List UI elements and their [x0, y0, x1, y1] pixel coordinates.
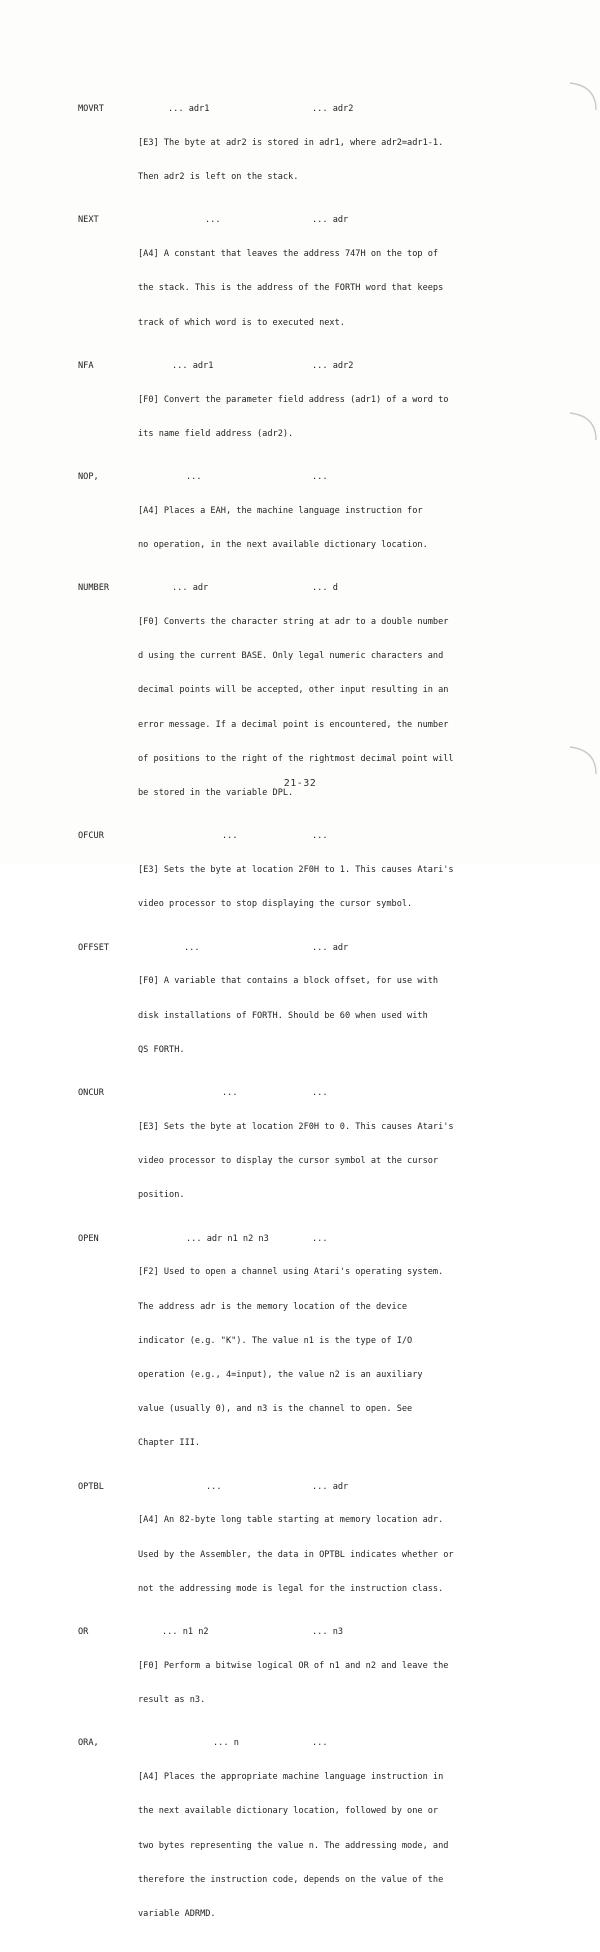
description-line: value (usually 0), and n3 is the channel to open. See — [138, 1404, 413, 1415]
description-line: [E3] Sets the byte at location 2F0H to 0. This causes Atari's — [138, 1121, 454, 1132]
stack-effect — [0, 1738, 600, 1749]
entry-description — [138, 1493, 510, 1618]
description-line: [F0] Perform a bitwise logical OR of n1 and n2 and leave the — [138, 1660, 449, 1671]
entry-term: OR — [78, 1627, 89, 1638]
description-line: d using the current BASE. Only legal numeric characters and — [138, 651, 444, 662]
stack-before: ... adr1 — [168, 104, 210, 114]
stack-before: ... — [205, 215, 221, 226]
description-line: [F0] Converts the character string at adr to a double number — [138, 617, 449, 628]
description-line: error message. If a decimal point is encountered, the number — [138, 719, 449, 730]
description-line: [A4] Places a EAH, the machine language instruction for — [138, 505, 423, 516]
stack-after: ... adr2 — [312, 360, 354, 371]
stack-after: ... — [312, 471, 328, 482]
stack-before: ... adr — [172, 583, 209, 594]
glossary-entries — [0, 104, 600, 1952]
entry-description — [138, 483, 510, 574]
stack-after: ... n3 — [312, 1627, 344, 1638]
stack-effect — [0, 943, 600, 954]
stack-before: ... adr n1 n2 n3 — [186, 1233, 269, 1244]
stack-effect — [0, 831, 600, 842]
stack-effect — [0, 1482, 600, 1493]
glossary-entry — [0, 1088, 600, 1224]
glossary-entry — [0, 943, 600, 1079]
entry-term: OPTBL — [78, 1481, 104, 1492]
glossary-entry — [0, 472, 600, 574]
entry-term: MOVRT — [78, 104, 104, 114]
description-line: Used by the Assembler, the data in OPTBL indicates whether or — [138, 1549, 454, 1560]
description-line: [F2] Used to open a channel using Atari's operating system. — [138, 1267, 444, 1278]
description-line: Then adr2 is left on the stack. — [138, 172, 299, 183]
stack-effect — [0, 104, 600, 115]
description-line: the next available dictionary location, followed by one or — [138, 1806, 439, 1817]
entry-term: ONCUR — [78, 1088, 104, 1099]
description-line: variable ADRMD. — [138, 1909, 216, 1920]
glossary-entry — [0, 104, 600, 206]
glossary-entry — [0, 831, 600, 933]
stack-after: ... — [312, 1088, 328, 1099]
entry-description — [138, 1099, 510, 1224]
description-line: two bytes representing the value n. The addressing mode, and — [138, 1840, 449, 1851]
stack-after: ... adr2 — [312, 104, 354, 114]
description-line: operation (e.g., 4=input), the value n2 is an auxiliary — [138, 1370, 423, 1380]
entry-description — [138, 842, 510, 933]
stack-before: ... — [184, 942, 200, 953]
description-line: [A4] An 82-byte long table starting at memory location adr. — [138, 1515, 444, 1526]
description-line: of positions to the right of the rightmost decimal point will — [138, 753, 454, 764]
stack-after: ... — [312, 1738, 328, 1749]
glossary-entry — [0, 361, 600, 463]
stack-effect — [0, 583, 600, 594]
entry-term: NFA — [78, 360, 94, 371]
description-line: QS FORTH. — [138, 1044, 185, 1055]
stack-after: ... — [312, 1233, 328, 1244]
description-line: therefore the instruction code, depends on the value of the — [138, 1874, 444, 1885]
stack-after: ... adr — [312, 1481, 349, 1492]
entry-description — [138, 954, 510, 1079]
stack-effect — [0, 1627, 600, 1638]
description-line: Chapter III. — [138, 1438, 201, 1449]
stack-after: ... d — [312, 583, 338, 594]
stack-effect — [0, 1088, 600, 1099]
description-line: its name field address (adr2). — [138, 428, 294, 439]
entry-term: NUMBER — [78, 583, 110, 594]
stack-effect — [0, 1234, 600, 1245]
stack-effect — [0, 361, 600, 372]
stack-before: ... n — [213, 1738, 239, 1749]
glossary-entry — [0, 1627, 600, 1729]
entry-term: NEXT — [78, 215, 99, 226]
description-line: indicator (e.g. "K"). The value n1 is the type of I/O — [138, 1335, 413, 1346]
description-line: [F0] A variable that contains a block offset, for use with — [138, 976, 439, 987]
description-line: position. — [138, 1190, 185, 1201]
description-line: track of which word is to executed next. — [138, 317, 345, 328]
stack-before: ... — [222, 1088, 238, 1099]
stack-before: ... — [222, 831, 238, 842]
description-line: [A4] A constant that leaves the address 747H on the top of — [138, 249, 439, 260]
glossary-entry — [0, 215, 600, 351]
glossary-entry — [0, 1738, 600, 1943]
description-line: no operation, in the next available dictionary location. — [138, 540, 428, 550]
entry-description — [138, 372, 510, 463]
stack-before: ... n1 n2 — [162, 1627, 209, 1638]
stack-effect — [0, 472, 600, 483]
description-line: be stored in the variable DPL. — [138, 788, 294, 799]
stack-before: ... — [206, 1481, 222, 1492]
page-number: 21-32 — [283, 778, 317, 789]
entry-description — [138, 115, 510, 206]
stack-before: ... adr1 — [172, 360, 214, 371]
description-line: decimal points will be accepted, other input resulting in an — [138, 685, 449, 696]
entry-term: OFCUR — [78, 831, 104, 842]
description-line: disk installations of FORTH. Should be 60 when used with — [138, 1010, 428, 1021]
description-line: [A4] Places the appropriate machine language instruction in — [138, 1772, 444, 1783]
stack-after: ... adr — [312, 942, 349, 953]
description-line: the stack. This is the address of the FORTH word that keeps — [138, 283, 444, 294]
description-line: video processor to display the cursor symbol at the cursor — [138, 1156, 439, 1167]
description-line: The address adr is the memory location of the device — [138, 1301, 408, 1312]
description-line: video processor to stop displaying the cursor symbol. — [138, 899, 413, 910]
description-line: not the addressing mode is legal for the instruction class. — [138, 1583, 444, 1594]
entry-term: NOP, — [78, 471, 99, 482]
stack-effect — [0, 215, 600, 226]
stack-after: ... — [312, 831, 328, 842]
entry-description — [138, 1245, 510, 1473]
stack-after: ... adr — [312, 215, 349, 226]
entry-description — [138, 226, 510, 351]
description-line: [E3] Sets the byte at location 2F0H to 1. This causes Atari's — [138, 865, 454, 876]
entry-description — [138, 1638, 510, 1729]
description-line: [F0] Convert the parameter field address (adr1) of a word to — [138, 394, 449, 405]
entry-term: OPEN — [78, 1233, 99, 1244]
entry-term: OFFSET — [78, 942, 110, 953]
glossary-entry — [0, 1482, 600, 1618]
entry-term: ORA, — [78, 1738, 99, 1749]
glossary-entry — [0, 1234, 600, 1473]
description-line: [E3] The byte at adr2 is stored in adr1, where adr2=adr1-1. — [138, 137, 444, 148]
stack-before: ... — [186, 471, 202, 482]
description-line: result as n3. — [138, 1695, 206, 1706]
entry-description — [138, 1749, 510, 1943]
